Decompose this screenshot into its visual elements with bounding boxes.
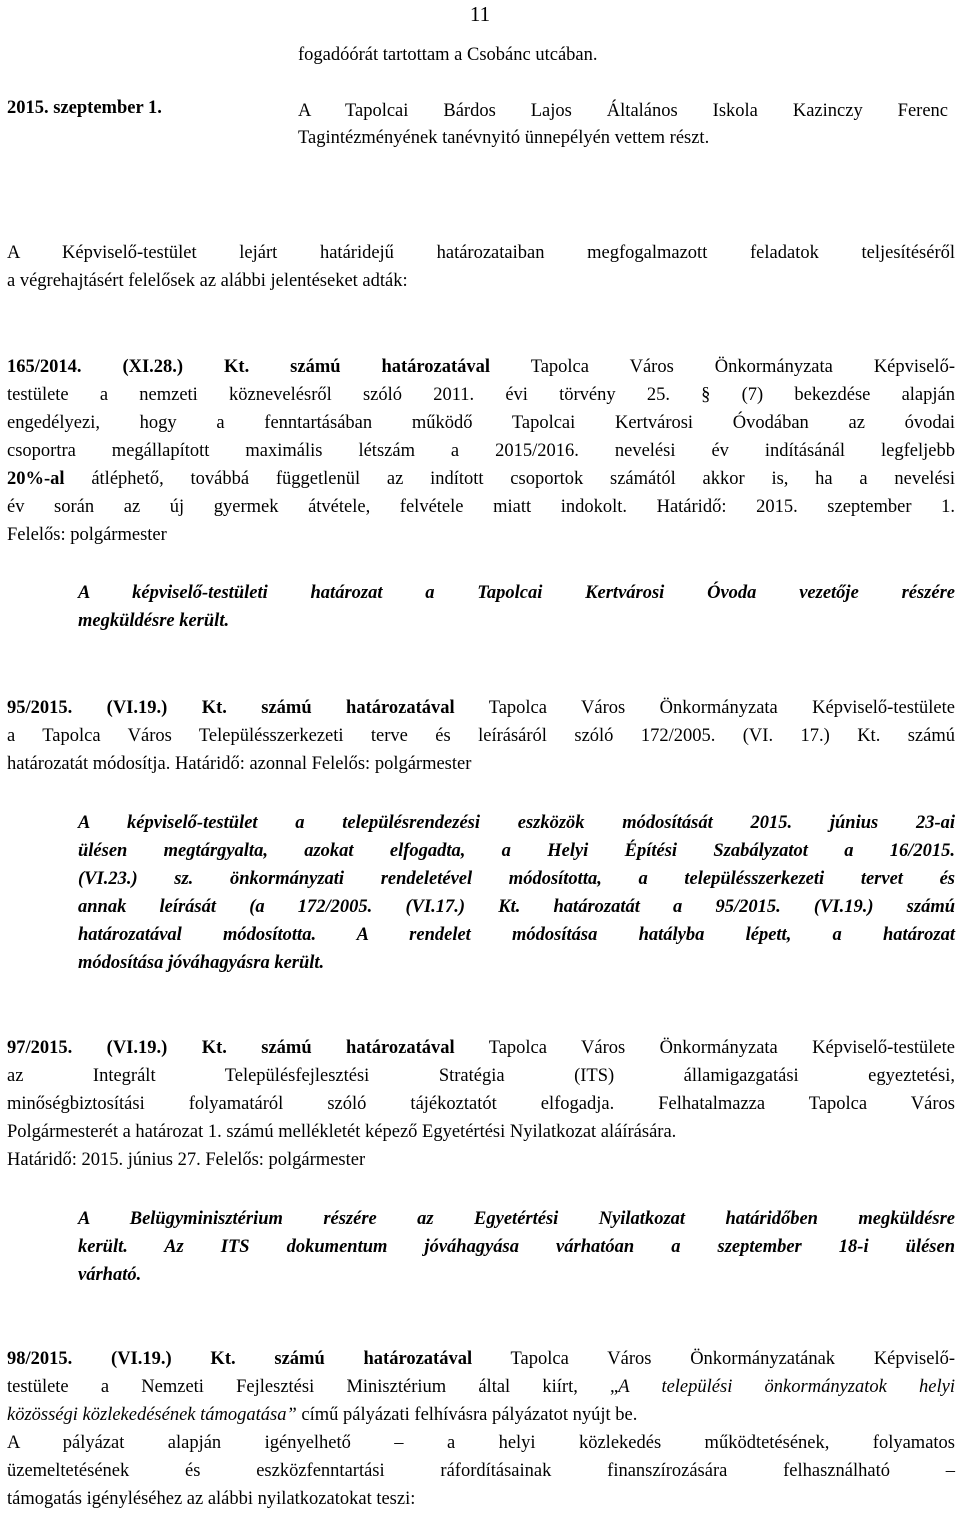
resolution-98-line3 bbox=[7, 1402, 955, 1428]
call-title: közösségi közlekedésének támogatása” bbox=[7, 1405, 297, 1425]
diary-line: Tagintézményének tanévnyitó ünnepélyén vettem részt. bbox=[298, 128, 710, 148]
report-text: annak leírását (a 172/2005. (VI.17.) Kt. határozatát a 95/2015. (VI.19.) számú bbox=[78, 897, 955, 917]
resolution-text: az Integrált Településfejlesztési Stratégia (ITS) államigazgatási egyeztetési, bbox=[7, 1066, 955, 1086]
resolution-text: átléphető, továbbá függetlenül az indított csoportok számától akkor is, ha a nevelési bbox=[64, 469, 955, 489]
resolution-98-line2 bbox=[7, 1374, 955, 1400]
report-intro-line: A Képviselő-testület lejárt határidejű határozataiban megfogalmazott feladatok teljesítéséről bbox=[7, 243, 955, 263]
report-text: A képviselő-testületi határozat a Tapolcai Kertvárosi Óvoda vezetője részére bbox=[78, 583, 955, 603]
report-text: várható. bbox=[78, 1265, 142, 1285]
report-text: módosítása jóváhagyásra került. bbox=[78, 953, 325, 973]
resolution-text: Tapolca Város Önkormányzatának Képviselő- bbox=[472, 1349, 955, 1369]
report-text: A képviselő-testület a településrendezési eszközök módosítását 2015. június 23-ai bbox=[78, 813, 955, 833]
resolution-text: című pályázati felhívásra pályázatot nyújt be. bbox=[296, 1405, 638, 1425]
resolution-text: a Tapolca Város Településszerkezeti terve és leírásáról szóló 172/2005. (VI. 17.) Kt. számú bbox=[7, 726, 955, 746]
resolution-text: testülete a nemzeti köznevelésről szóló 2011. évi törvény 25. § (7) bekezdése alapján bbox=[7, 385, 955, 405]
resolution-text: támogatás igényléséhez az alábbi nyilatkozatokat teszi: bbox=[7, 1489, 416, 1509]
resolution-98-line bbox=[7, 1346, 955, 1372]
report-text: ülésen megtárgyalta, azokat elfogadta, a Helyi Építési Szabályzatot a 16/2015. bbox=[78, 841, 955, 861]
resolution-text: Tapolca Város Önkormányzata Képviselő-testülete bbox=[454, 698, 955, 718]
diary-line: A Tapolcai Bárdos Lajos Általános Iskola Kazinczy Ferenc bbox=[298, 101, 948, 121]
percent-limit: 20%-al bbox=[7, 469, 65, 489]
resolution-text: A pályázat alapján igényelhető – a helyi közlekedés működtetésének, folyamatos bbox=[7, 1433, 955, 1453]
page-number: 11 bbox=[469, 2, 491, 26]
report-text: megküldésre került. bbox=[78, 611, 230, 631]
resolution-text: minőségbiztosítási folyamatáról szóló tájékoztatót elfogadja. Felhatalmazza Tapolca Város bbox=[7, 1094, 955, 1114]
diary-line: fogadóórát tartottam a Csobánc utcában. bbox=[298, 45, 598, 65]
resolution-165-line bbox=[7, 354, 955, 380]
resolution-text: határozatát módosítja. Határidő: azonnal Felelős: polgármester bbox=[7, 754, 472, 774]
resolution-95-line bbox=[7, 695, 955, 721]
resolution-text: testülete a Nemzeti Fejlesztési Minisztérium által kiírt, „ bbox=[7, 1377, 619, 1397]
resolution-text: Felelős: polgármester bbox=[7, 525, 167, 545]
resolution-text: Tapolca Város Önkormányzata Képviselő-testülete bbox=[454, 1038, 955, 1058]
report-text: határozatával módosította. A rendelet módosítása hatályba lépett, a határozat bbox=[78, 925, 955, 945]
diary-date: 2015. szeptember 1. bbox=[7, 98, 162, 118]
resolution-text: év során az új gyermek átvétele, felvétele miatt indokolt. Határidő: 2015. szeptember 1. bbox=[7, 497, 955, 517]
report-text: került. Az ITS dokumentum jóváhagyása várhatóan a szeptember 18-i ülésen bbox=[78, 1237, 955, 1257]
resolution-text: csoportra megállapított maximális létszám a 2015/2016. nevelési év indításánál legfeljebb bbox=[7, 441, 955, 461]
report-text: (VI.23.) sz. önkormányzati rendeletével módosította, a településszerkezeti tervet és bbox=[78, 869, 955, 889]
resolution-97-line bbox=[7, 1035, 955, 1061]
call-title: A települési önkormányzatok helyi bbox=[618, 1377, 955, 1397]
resolution-98-number: 98/2015. (VI.19.) Kt. számú határozatával bbox=[7, 1349, 473, 1369]
resolution-95-number: 95/2015. (VI.19.) Kt. számú határozatával bbox=[7, 698, 455, 718]
report-intro-line: a végrehajtásért felelősek az alábbi jelentéseket adták: bbox=[7, 271, 408, 291]
resolution-97-number: 97/2015. (VI.19.) Kt. számú határozatával bbox=[7, 1038, 455, 1058]
resolution-text: Tapolca Város Önkormányzata Képviselő- bbox=[490, 357, 955, 377]
resolution-text: engedélyezi, hogy a fenntartásában működő Tapolcai Kertvárosi Óvodában az óvodai bbox=[7, 413, 955, 433]
resolution-text: üzemeltetésének és eszközfenntartási ráfordításainak finanszírozására felhasználható – bbox=[7, 1461, 955, 1481]
resolution-text: Polgármesterét a határozat 1. számú mellékletét képező Egyetértési Nyilatkozat aláírására. bbox=[7, 1122, 677, 1142]
report-text: A Belügyminisztérium részére az Egyetértési Nyilatkozat határidőben megküldésre bbox=[78, 1209, 955, 1229]
resolution-165-line5 bbox=[7, 466, 955, 492]
resolution-165-number: 165/2014. (XI.28.) Kt. számú határozatával bbox=[7, 357, 491, 377]
resolution-text: Határidő: 2015. június 27. Felelős: polgármester bbox=[7, 1150, 366, 1170]
